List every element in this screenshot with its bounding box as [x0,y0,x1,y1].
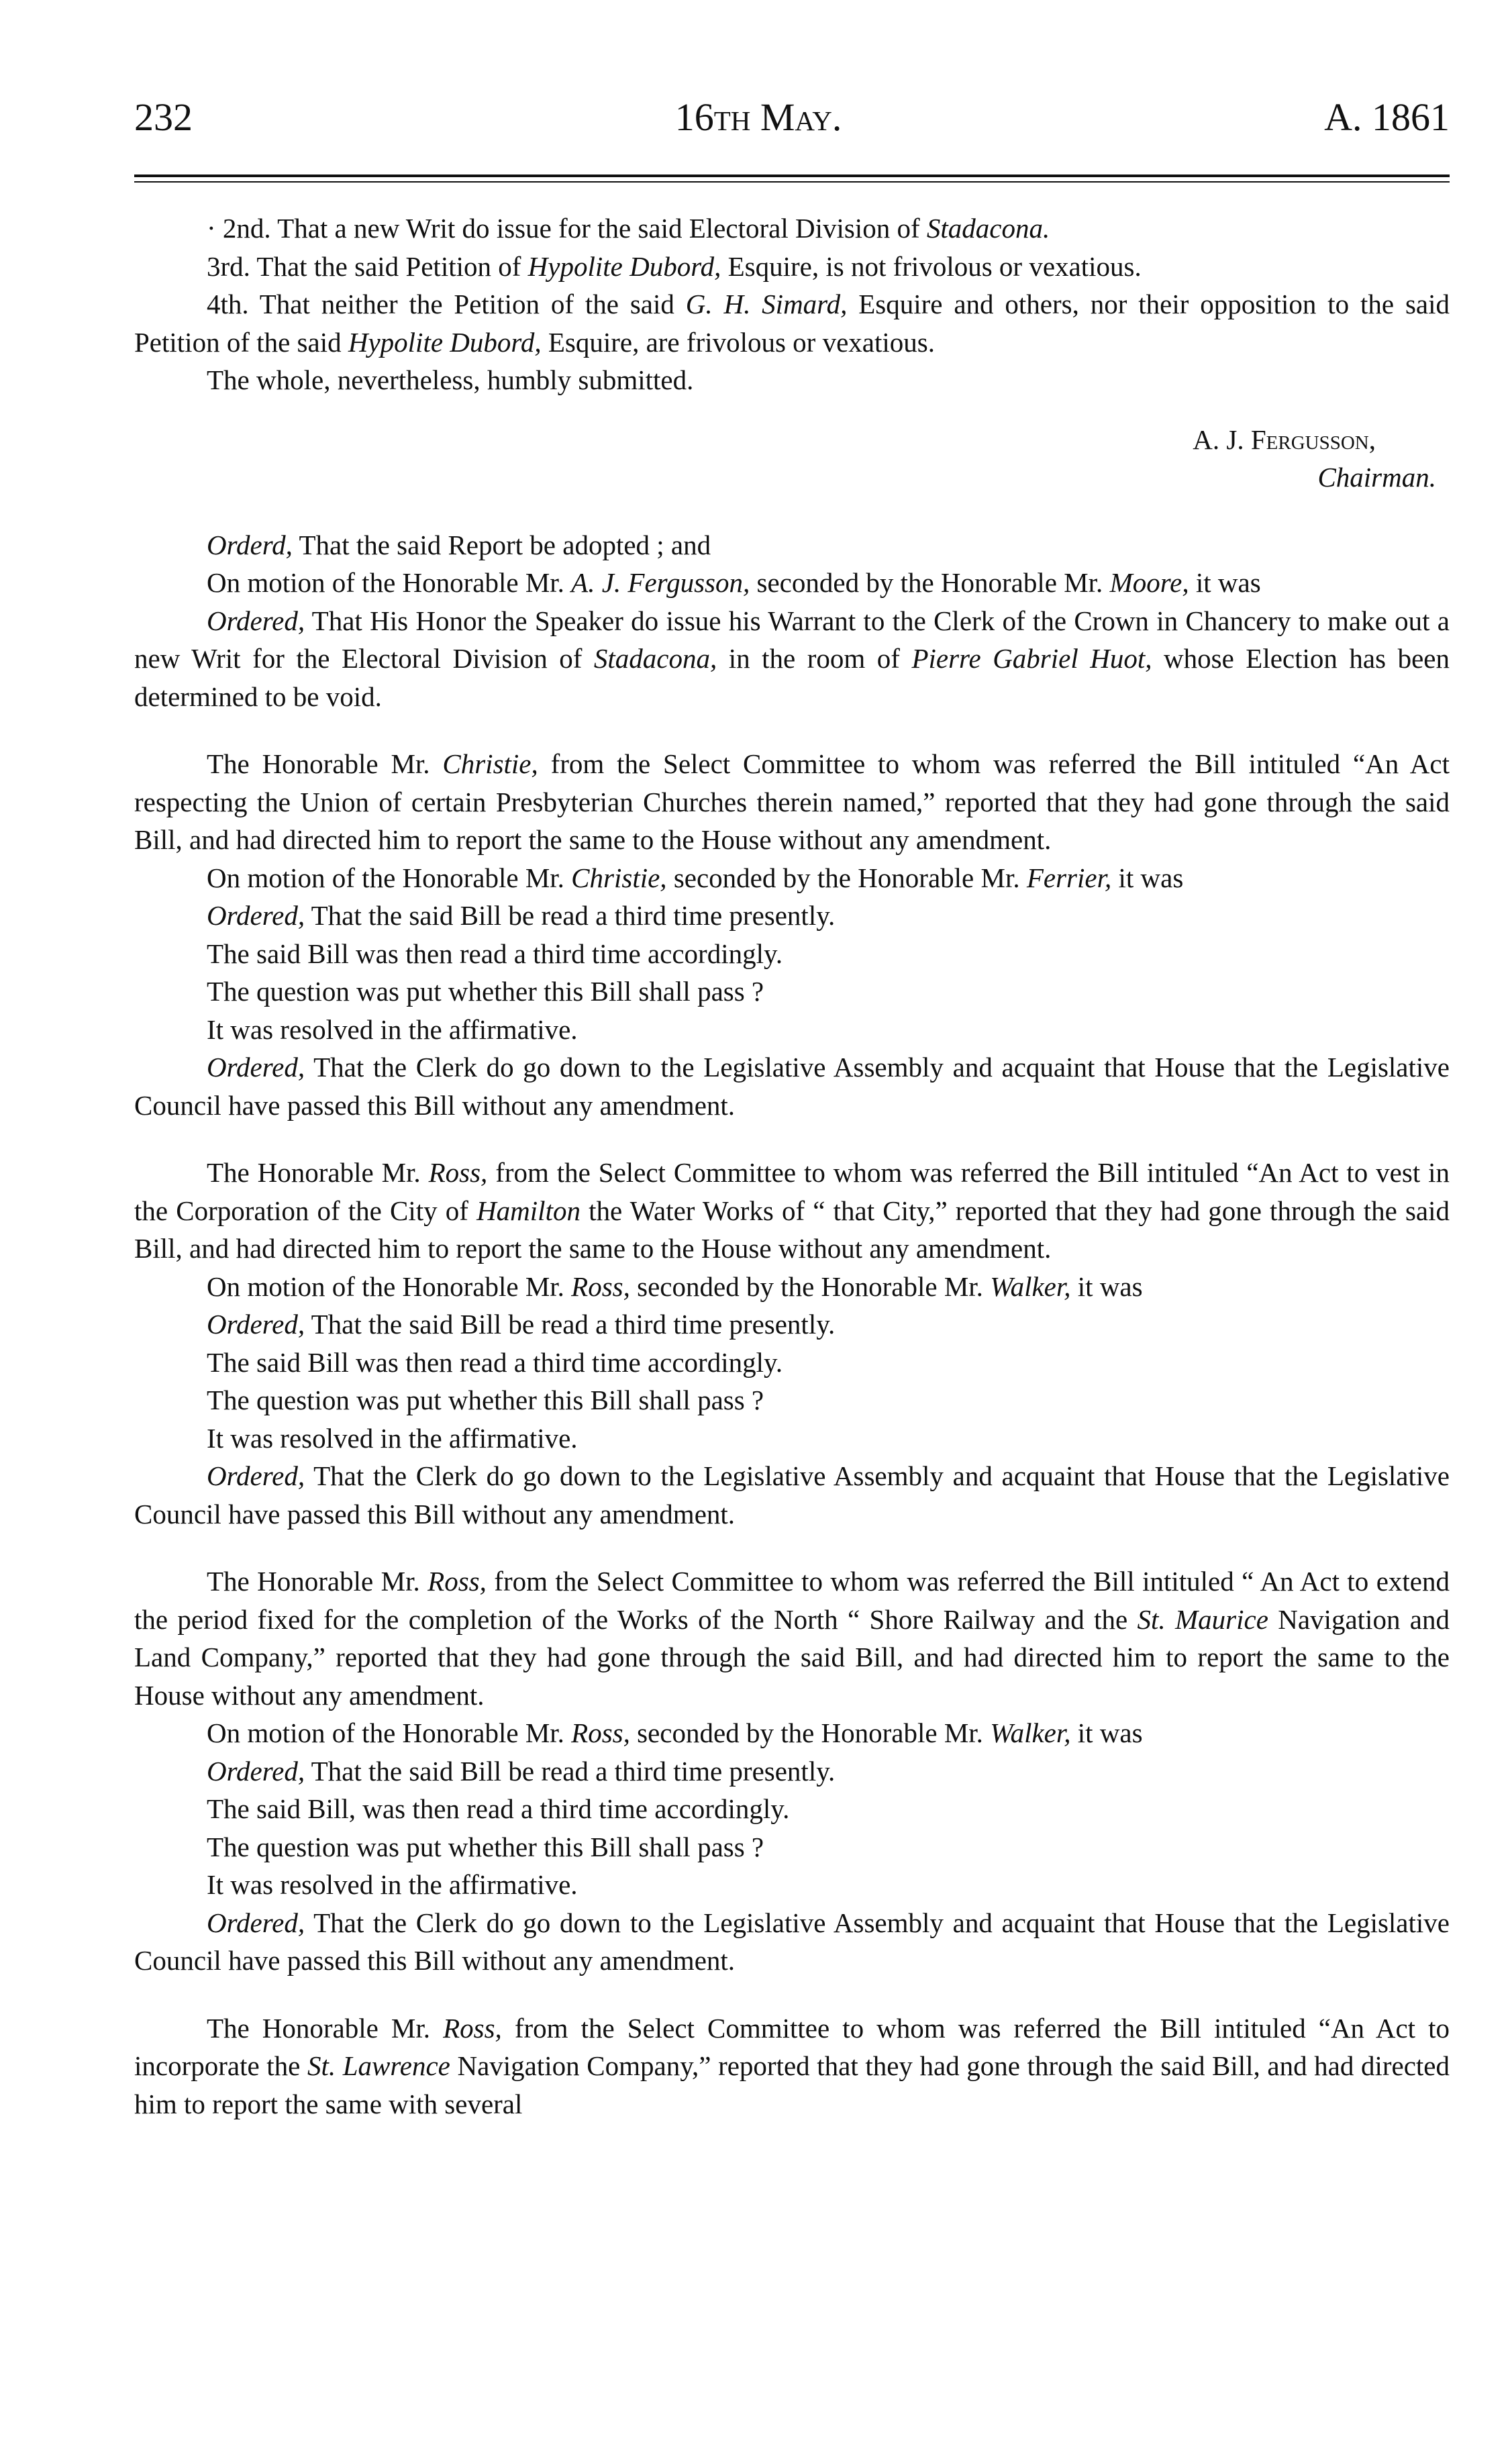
paragraph-ross-st-lawrence-report: The Honorable Mr. Ross, from the Select Committee to whom was referred the Bill intituled “An Act to incorporate the St. Lawrence Navigation Company,” reported that they had gone through the said Bill, and had directed him to report the same with several [134,2012,1450,2119]
paragraph-question-put: The question was put whether this Bill shall pass ? [207,1385,764,1415]
paragraph-report-adopted: Orderd, That the said Report be adopted ; and [207,529,711,560]
paragraph-ross-north-shore-report: The Honorable Mr. Ross, from the Select Committee to whom was referred the Bill intituled “ An Act to extend the period fixed for the completion of the Works of the North “ Shore Railway and the St. Maurice Navigation and Land Company,” reported that they had gone through the said Bill, and had directed him to report the same to the House without any amendment. [134,1566,1450,1711]
page-number: 232 [134,95,193,139]
paragraph-motion-ross: On motion of the Honorable Mr. Ross, seconded by the Honorable Mr. Walker, it was [207,1270,1143,1302]
header-rule-bottom [134,181,1450,183]
body-text [134,209,1450,2123]
paragraph-ordered-third-reading: Ordered, That the said Bill be read a third time presently. [207,900,836,931]
page-year: A. 1861 [1324,95,1450,139]
paragraph-christie-report: The Honorable Mr. Christie, from the Select Committee to whom was referred the Bill intituled “An Act respecting the Union of certain Presbyterian Churches therein named,” reported that they had gone through the said Bill, and had directed him to report the same to the House without any amendment. [134,748,1450,855]
paragraph-motion-ross: On motion of the Honorable Mr. Ross, seconded by the Honorable Mr. Walker, it was [207,1717,1143,1748]
page-date: 16th May. [674,95,842,139]
paragraph-read-third-time: The said Bill was then read a third time accordingly. [207,1346,783,1378]
paragraph-resolved: It was resolved in the affirmative. [207,1422,578,1454]
signature-block [134,421,1450,497]
paragraph-resolved: It was resolved in the affirmative. [207,1013,578,1045]
paragraph-motion-christie: On motion of the Honorable Mr. Christie, seconded by the Honorable Mr. Ferrier, it was [207,862,1184,893]
paragraph-ross-hamilton-report: The Honorable Mr. Ross, from the Select Committee to whom was referred the Bill intituled “An Act to vest in the Corporation of the City of Hamilton the Water Works of “ that City,” reported that they had gone through the said Bill, and had directed him to report the same to the House without any amendment. [134,1157,1450,1264]
paragraph-read-third-time: The said Bill was then read a third time accordingly. [207,938,783,969]
report-closing: The whole, nevertheless, humbly submitted. [207,364,694,395]
paragraph-ordered-clerk: Ordered, That the Clerk do go down to the Legislative Assembly and acquaint that House that the Legislative Council have passed this Bill without any amendment. [134,1907,1450,1976]
paragraph-question-put: The question was put whether this Bill shall pass ? [207,976,764,1007]
paragraph-ordered-third-reading: Ordered, That the said Bill be read a third time presently. [207,1755,836,1787]
paragraph-writ-order: Ordered, That His Honor the Speaker do issue his Warrant to the Clerk of the Crown in Chancery to make out a new Writ for the Electoral Division of Stadacona, in the room of Pierre Gabriel Huot, whose Election has been determined to be void. [134,605,1450,712]
paragraph-ordered-clerk: Ordered, That the Clerk do go down to the Legislative Assembly and acquaint that House that the Legislative Council have passed this Bill without any amendment. [134,1052,1450,1121]
running-header [134,81,1450,154]
paragraph-resolved: It was resolved in the affirmative. [207,1869,578,1900]
paragraph-ordered-clerk: Ordered, That the Clerk do go down to the Legislative Assembly and acquaint that House that the Legislative Council have passed this Bill without any amendment. [134,1460,1450,1530]
paragraph-read-third-time: The said Bill, was then read a third time accordingly. [207,1793,790,1824]
paragraph-motion-fergusson: On motion of the Honorable Mr. A. J. Fergusson, seconded by the Honorable Mr. Moore, it was [207,567,1261,598]
report-item-3rd: 3rd. That the said Petition of Hypolite Dubord, Esquire, is not frivolous or vexatious. [207,250,1142,282]
paragraph-question-put: The question was put whether this Bill shall pass ? [207,1831,764,1862]
report-item-4th: 4th. That neither the Petition of the said G. H. Simard, Esquire and others, nor their opposition to the said Petition of the said Hypolite Dubord, Esquire, are frivolous or vexatious. [134,289,1450,358]
signature-name: A. J. Fergusson, [1193,423,1376,455]
page [134,81,1450,2123]
header-rule-top [134,174,1450,177]
paragraph-ordered-third-reading: Ordered, That the said Bill be read a third time presently. [207,1309,836,1340]
report-item-2nd: · 2nd. That a new Writ do issue for the said Electoral Division of Stadacona. [207,213,1050,244]
signature-title: Chairman. [1317,462,1436,493]
